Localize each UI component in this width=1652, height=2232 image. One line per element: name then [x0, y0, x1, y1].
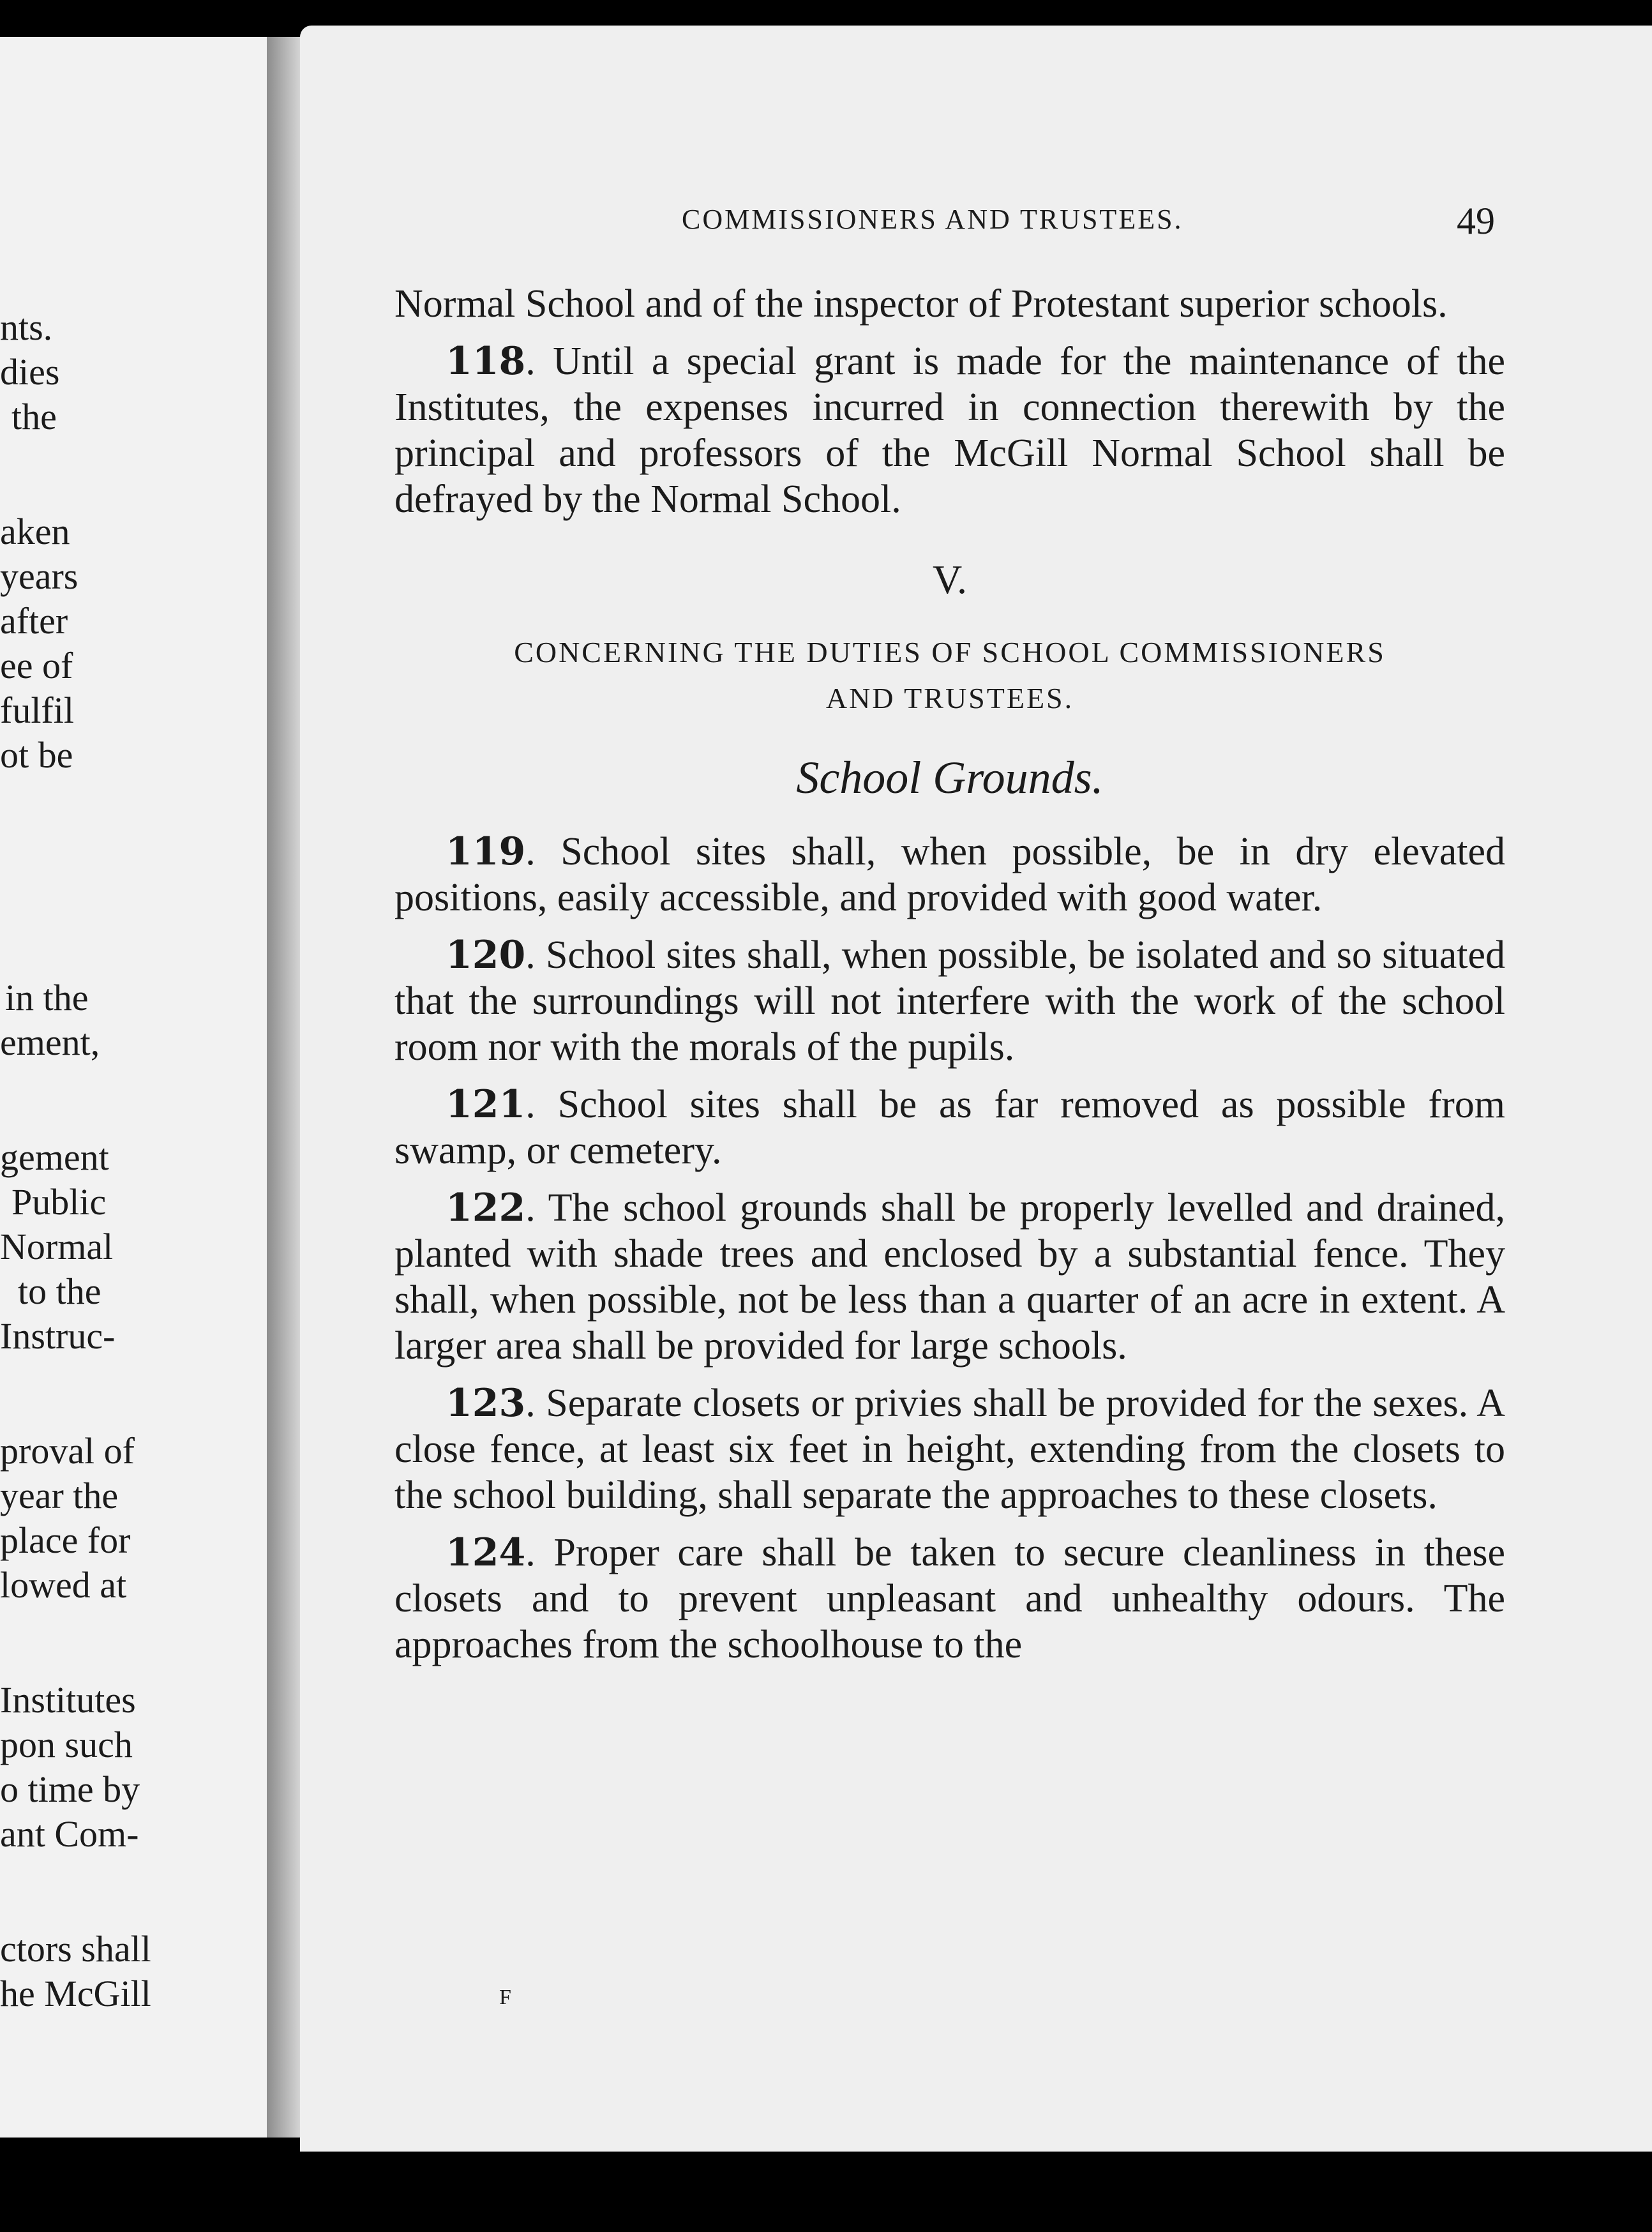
- left-page-fragment: after: [0, 600, 68, 642]
- left-page-fragment: to the: [18, 1271, 101, 1312]
- article-text: . School sites shall, when possible, be isolated and so situated that the surroundings will not interfere with the work of the school room nor with the morals of the pupils.: [394, 933, 1505, 1069]
- left-page-fragment: dies: [0, 351, 60, 393]
- section-title-line: AND TRUSTEES.: [825, 682, 1074, 714]
- left-page-fragment: pon such: [0, 1724, 133, 1765]
- article-text: . Until a special grant is made for the maintenance of the Institutes, the expenses incurred in connection therewith by the principal and professors of the McGill Normal School shall be defrayed by the Normal School.: [394, 340, 1505, 521]
- article-number: 119: [446, 829, 526, 874]
- article-123: [394, 1380, 1505, 1518]
- signature-mark: F: [499, 1986, 511, 2009]
- article-number: 122: [446, 1186, 526, 1230]
- article-number: 118: [446, 339, 526, 384]
- article-118: [394, 338, 1505, 522]
- left-page-fragment: fulfil: [0, 690, 74, 731]
- article-text: . Separate closets or privies shall be provided for the sexes. A close fence, at least six feet in height, extending from the closets to the school building, shall separate the approaches to these closets.: [394, 1382, 1505, 1517]
- article-119: [394, 829, 1505, 921]
- article-text: . School sites shall, when possible, be in dry elevated positions, easily accessible, and provided with good water.: [394, 830, 1505, 919]
- subheading: School Grounds.: [796, 752, 1104, 803]
- left-page-fragment: ot be: [0, 734, 73, 776]
- left-page-fragment: ement,: [0, 1022, 100, 1063]
- left-page-fragment: nts.: [0, 306, 53, 348]
- article-120: [394, 932, 1505, 1070]
- page-number: 49: [1457, 200, 1495, 242]
- left-page-fragment: proval of: [0, 1430, 135, 1472]
- left-page-fragment: year the: [0, 1475, 119, 1516]
- left-page-fragment: place for: [0, 1519, 131, 1561]
- left-page-fragment: Normal: [0, 1226, 114, 1267]
- left-page-fragment: ctors shall: [0, 1928, 151, 1970]
- left-page-fragment: Public: [11, 1181, 107, 1223]
- article-text: . Proper care shall be taken to secure cleanliness in these closets and to prevent unpleasant and unhealthy odours. The approaches from the schoolhouse to the: [394, 1531, 1505, 1666]
- left-page-fragment: aken: [0, 511, 70, 552]
- paragraph-continuation: Normal School and of the inspector of Protestant superior schools.: [394, 282, 1448, 326]
- article-text: . The school grounds shall be properly levelled and drained, planted with shade trees and enclosed by a substantial fence. They shall, when possible, not be less than a quarter of an acre in extent. A larger area shall be provided for large schools.: [394, 1186, 1505, 1368]
- left-page-fragment: years: [0, 555, 79, 597]
- left-page-edge: [0, 37, 271, 2138]
- running-head: COMMISSIONERS AND TRUSTEES.: [682, 204, 1183, 235]
- article-124: [394, 1530, 1505, 1668]
- left-page-fragment: he McGill: [0, 1973, 151, 2014]
- section-numeral: V.: [933, 557, 967, 602]
- article-121: [394, 1082, 1505, 1173]
- article-number: 123: [446, 1381, 526, 1426]
- page-body: [394, 281, 1505, 1668]
- left-page-fragment: gement: [0, 1136, 109, 1178]
- left-page-fragment: in the: [5, 977, 89, 1018]
- article-122: [394, 1185, 1505, 1369]
- article-text: . School sites shall be as far removed as possible from swamp, or cemetery.: [394, 1083, 1505, 1172]
- left-page-fragment: the: [11, 396, 57, 437]
- article-number: 124: [446, 1530, 526, 1575]
- article-number: 121: [446, 1082, 526, 1127]
- left-page-fragment: ee of: [0, 645, 73, 686]
- left-page-fragment: Instruc-: [0, 1315, 116, 1357]
- left-page-fragment: ant Com-: [0, 1813, 139, 1855]
- left-page-fragment: lowed at: [0, 1564, 127, 1606]
- left-page-fragment: o time by: [0, 1768, 140, 1810]
- left-page-fragment: Institutes: [0, 1679, 136, 1721]
- section-title-line: CONCERNING THE DUTIES OF SCHOOL COMMISSIONERS: [514, 636, 1386, 668]
- article-number: 120: [446, 933, 526, 977]
